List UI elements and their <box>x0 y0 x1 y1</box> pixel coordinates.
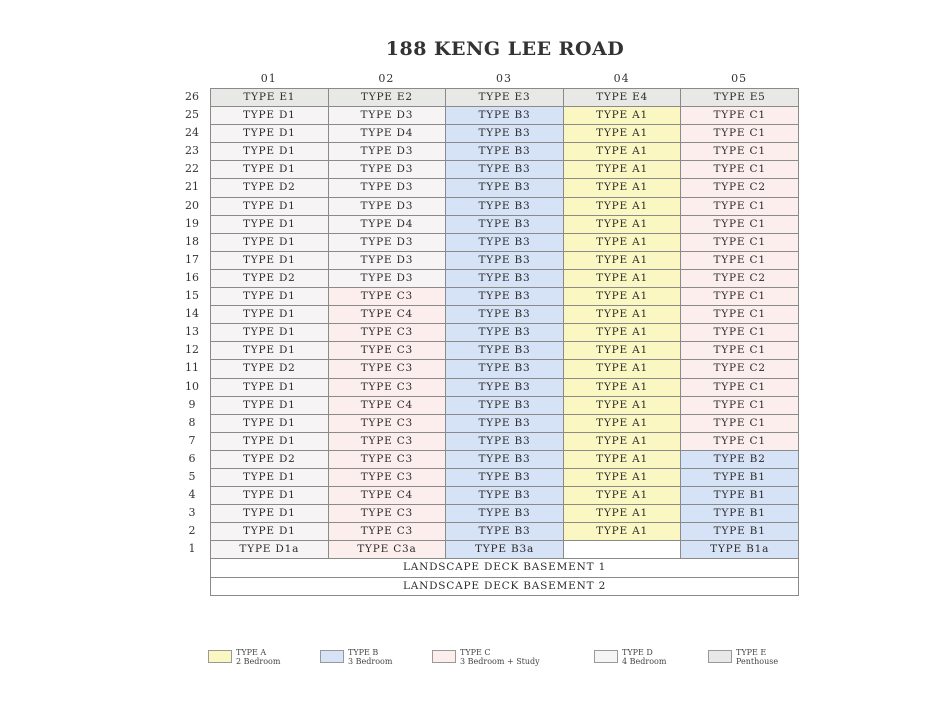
unit-cell: TYPE C1 <box>681 397 799 415</box>
unit-cell: TYPE D3 <box>329 234 447 252</box>
unit-cell: TYPE B3 <box>446 306 564 324</box>
unit-cell: TYPE D1 <box>211 288 329 306</box>
floor-row <box>211 270 799 288</box>
unit-cell: TYPE D1 <box>211 125 329 143</box>
legend-type: TYPE B <box>348 648 379 657</box>
unit-cell: TYPE D3 <box>329 270 447 288</box>
floor-row <box>211 541 799 559</box>
unit-cell: TYPE C3 <box>329 451 447 469</box>
unit-cell: TYPE C1 <box>681 324 799 342</box>
unit-cell: TYPE B3 <box>446 179 564 197</box>
unit-cell: TYPE B3 <box>446 234 564 252</box>
unit-cell: TYPE C1 <box>681 415 799 433</box>
floor-label: 24 <box>185 126 199 140</box>
legend-type: TYPE C <box>460 648 491 657</box>
unit-cell: TYPE B3 <box>446 469 564 487</box>
unit-cell: TYPE C3 <box>329 433 447 451</box>
unit-cell: TYPE A1 <box>564 143 682 161</box>
unit-cell: TYPE A1 <box>564 415 682 433</box>
unit-cell: TYPE B1 <box>681 469 799 487</box>
floor-row <box>211 469 799 487</box>
legend-description: 3 Bedroom <box>348 657 393 666</box>
legend-text <box>622 648 666 666</box>
unit-cell: TYPE D1 <box>211 216 329 234</box>
unit-cell: TYPE A1 <box>564 469 682 487</box>
floor-label: 20 <box>185 198 199 212</box>
floor-row <box>211 107 799 125</box>
unit-cell: TYPE C3 <box>329 288 447 306</box>
legend-description: 4 Bedroom <box>622 657 667 666</box>
unit-cell <box>564 541 682 559</box>
unit-cell: TYPE D1 <box>211 505 329 523</box>
unit-cell: TYPE D2 <box>211 270 329 288</box>
floor-row <box>211 161 799 179</box>
unit-cell: TYPE C1 <box>681 216 799 234</box>
floor-row <box>211 379 799 397</box>
unit-cell: TYPE D3 <box>329 107 447 125</box>
legend-type: TYPE D <box>622 648 653 657</box>
unit-cell: TYPE B2 <box>681 451 799 469</box>
unit-cell: TYPE A1 <box>564 360 682 378</box>
legend-item <box>208 648 280 666</box>
unit-cell: TYPE C4 <box>329 487 447 505</box>
unit-cell: TYPE E3 <box>446 89 564 107</box>
floor-label: 11 <box>185 361 199 375</box>
unit-cell: TYPE D1 <box>211 107 329 125</box>
unit-cell: TYPE D2 <box>211 179 329 197</box>
floor-row <box>211 487 799 505</box>
unit-cell: TYPE B3 <box>446 161 564 179</box>
floor-label: 8 <box>188 415 196 429</box>
floor-label: 21 <box>185 180 199 194</box>
unit-cell: TYPE D1 <box>211 143 329 161</box>
floor-row <box>211 306 799 324</box>
unit-cell: TYPE B3 <box>446 342 564 360</box>
unit-cell: TYPE A1 <box>564 397 682 415</box>
unit-cell: TYPE D1 <box>211 306 329 324</box>
legend-swatch <box>708 650 732 663</box>
legend-text <box>236 648 280 666</box>
unit-cell: TYPE D4 <box>329 216 447 234</box>
floor-label: 9 <box>188 397 196 411</box>
unit-cell: TYPE A1 <box>564 234 682 252</box>
unit-cell: TYPE B3 <box>446 523 564 541</box>
floor-row <box>211 415 799 433</box>
page-title: 188 KENG LEE ROAD <box>385 38 625 60</box>
floor-row <box>211 397 799 415</box>
unit-cell: TYPE A1 <box>564 179 682 197</box>
floor-row <box>211 143 799 161</box>
unit-cell: TYPE B1 <box>681 505 799 523</box>
unit-cell: TYPE B3 <box>446 324 564 342</box>
unit-cell: TYPE A1 <box>564 451 682 469</box>
unit-cell: TYPE A1 <box>564 306 682 324</box>
unit-cell: TYPE C4 <box>329 306 447 324</box>
floor-row <box>211 234 799 252</box>
legend-text <box>736 648 778 666</box>
unit-cell: TYPE B3 <box>446 143 564 161</box>
floor-label: 19 <box>185 216 199 230</box>
unit-cell: TYPE C3 <box>329 379 447 397</box>
floor-row <box>211 360 799 378</box>
floor-label: 13 <box>185 325 199 339</box>
unit-cell: TYPE D3 <box>329 161 447 179</box>
unit-cell: TYPE C1 <box>681 252 799 270</box>
unit-cell: TYPE D2 <box>211 451 329 469</box>
unit-cell: TYPE A1 <box>564 125 682 143</box>
floor-label: 7 <box>188 433 196 447</box>
unit-cell: TYPE D1 <box>211 379 329 397</box>
legend-type: TYPE A <box>236 648 267 657</box>
unit-cell: TYPE B3 <box>446 107 564 125</box>
column-header: 03 <box>495 72 512 85</box>
unit-cell: TYPE D1 <box>211 523 329 541</box>
unit-cell: TYPE D1 <box>211 415 329 433</box>
floor-row <box>211 89 799 107</box>
floor-label: 1 <box>188 542 196 556</box>
unit-cell: TYPE B3 <box>446 125 564 143</box>
unit-cell: TYPE C3 <box>329 324 447 342</box>
unit-cell: TYPE A1 <box>564 505 682 523</box>
legend-swatch <box>208 650 232 663</box>
unit-cell: TYPE C1 <box>681 161 799 179</box>
unit-cell: TYPE B1 <box>681 487 799 505</box>
legend-description: Penthouse <box>736 657 779 666</box>
unit-cell: TYPE B3 <box>446 360 564 378</box>
unit-cell: TYPE A1 <box>564 252 682 270</box>
column-header: 01 <box>260 72 277 85</box>
floor-row <box>211 505 799 523</box>
unit-cell: TYPE A1 <box>564 523 682 541</box>
unit-cell: TYPE D2 <box>211 360 329 378</box>
floor-row <box>211 198 799 216</box>
unit-cell: TYPE B3 <box>446 198 564 216</box>
floor-row <box>211 252 799 270</box>
unit-cell: TYPE C2 <box>681 360 799 378</box>
unit-cell: TYPE C3 <box>329 505 447 523</box>
unit-cell: TYPE B1 <box>681 523 799 541</box>
unit-cell: TYPE C2 <box>681 179 799 197</box>
floor-row <box>211 125 799 143</box>
legend-item <box>594 648 666 666</box>
unit-cell: TYPE C3 <box>329 342 447 360</box>
unit-cell: TYPE A1 <box>564 270 682 288</box>
unit-cell: TYPE B3 <box>446 487 564 505</box>
legend-type: TYPE E <box>736 648 767 657</box>
floor-label: 3 <box>188 506 196 520</box>
unit-cell: TYPE D1 <box>211 252 329 270</box>
unit-cell: TYPE C3 <box>329 523 447 541</box>
floor-label: 25 <box>185 108 199 122</box>
unit-cell: TYPE C2 <box>681 270 799 288</box>
legend-description: 3 Bedroom + Study <box>460 657 540 666</box>
legend-swatch <box>320 650 344 663</box>
unit-cell: TYPE B3 <box>446 216 564 234</box>
unit-cell: TYPE A1 <box>564 487 682 505</box>
unit-cell: TYPE A1 <box>564 198 682 216</box>
floor-label: 10 <box>185 379 199 393</box>
unit-cell: TYPE A1 <box>564 342 682 360</box>
unit-cell: TYPE C3a <box>329 541 447 559</box>
unit-cell: TYPE D1 <box>211 324 329 342</box>
floor-row <box>211 523 799 541</box>
floor-row <box>211 342 799 360</box>
floor-row <box>211 433 799 451</box>
unit-cell: TYPE C1 <box>681 379 799 397</box>
unit-cell: TYPE C1 <box>681 342 799 360</box>
floor-label: 14 <box>185 307 199 321</box>
unit-cell: TYPE C1 <box>681 433 799 451</box>
floor-label: 15 <box>185 289 199 303</box>
legend-swatch <box>432 650 456 663</box>
unit-cell: TYPE B3a <box>446 541 564 559</box>
unit-cell: TYPE A1 <box>564 288 682 306</box>
basement-row: LANDSCAPE DECK BASEMENT 1 <box>211 559 799 577</box>
floor-label: 5 <box>188 469 196 483</box>
unit-cell: TYPE C1 <box>681 234 799 252</box>
floor-labels <box>178 88 206 558</box>
unit-cell: TYPE B3 <box>446 270 564 288</box>
floor-row <box>211 179 799 197</box>
unit-cell: TYPE D3 <box>329 252 447 270</box>
unit-cell: TYPE D3 <box>329 143 447 161</box>
column-header: 04 <box>613 72 630 85</box>
basement-row: LANDSCAPE DECK BASEMENT 2 <box>211 578 799 596</box>
unit-cell: TYPE A1 <box>564 161 682 179</box>
unit-cell: TYPE E2 <box>329 89 447 107</box>
floor-row <box>211 216 799 234</box>
unit-cell: TYPE C3 <box>329 360 447 378</box>
unit-cell: TYPE D4 <box>329 125 447 143</box>
legend-item <box>320 648 392 666</box>
legend-text <box>348 648 392 666</box>
unit-cell: TYPE B3 <box>446 415 564 433</box>
floor-label: 4 <box>188 488 196 502</box>
floor-label: 17 <box>185 252 199 266</box>
unit-cell: TYPE C1 <box>681 107 799 125</box>
floor-label: 18 <box>185 234 199 248</box>
unit-cell: TYPE C3 <box>329 469 447 487</box>
unit-cell: TYPE E4 <box>564 89 682 107</box>
unit-cell: TYPE D1 <box>211 433 329 451</box>
floor-label: 23 <box>185 144 199 158</box>
floor-label: 16 <box>185 270 199 284</box>
unit-cell: TYPE D1 <box>211 198 329 216</box>
unit-cell: TYPE B3 <box>446 433 564 451</box>
floor-label: 26 <box>185 90 199 103</box>
floor-row <box>211 451 799 469</box>
unit-cell: TYPE D1 <box>211 161 329 179</box>
unit-cell: TYPE C3 <box>329 415 447 433</box>
column-header: 05 <box>731 72 748 85</box>
unit-cell: TYPE C1 <box>681 143 799 161</box>
unit-cell: TYPE C1 <box>681 198 799 216</box>
unit-cell: TYPE E1 <box>211 89 329 107</box>
unit-cell: TYPE B3 <box>446 288 564 306</box>
unit-cell: TYPE A1 <box>564 379 682 397</box>
unit-cell: TYPE C1 <box>681 306 799 324</box>
unit-cell: TYPE D1 <box>211 469 329 487</box>
unit-cell: TYPE A1 <box>564 433 682 451</box>
floor-label: 12 <box>185 343 199 357</box>
unit-cell: TYPE B3 <box>446 451 564 469</box>
unit-cell: TYPE D1 <box>211 487 329 505</box>
unit-cell: TYPE B3 <box>446 505 564 523</box>
unit-cell: TYPE D1a <box>211 541 329 559</box>
unit-cell: TYPE D1 <box>211 234 329 252</box>
floor-label: 6 <box>188 451 196 465</box>
unit-cell: TYPE B1a <box>681 541 799 559</box>
unit-grid <box>210 88 799 596</box>
column-header: 02 <box>378 72 395 85</box>
unit-cell: TYPE D3 <box>329 198 447 216</box>
unit-cell: TYPE C1 <box>681 125 799 143</box>
unit-cell: TYPE C1 <box>681 288 799 306</box>
floor-label: 22 <box>185 162 199 176</box>
floor-row <box>211 324 799 342</box>
legend-item <box>708 648 778 666</box>
floor-row <box>211 288 799 306</box>
legend-swatch <box>594 650 618 663</box>
legend <box>208 648 808 672</box>
unit-cell: TYPE B3 <box>446 252 564 270</box>
unit-cell: TYPE A1 <box>564 216 682 234</box>
unit-cell: TYPE B3 <box>446 397 564 415</box>
floor-label: 2 <box>188 524 196 538</box>
unit-cell: TYPE A1 <box>564 324 682 342</box>
column-headers <box>210 72 798 88</box>
unit-cell: TYPE D3 <box>329 179 447 197</box>
unit-cell: TYPE D1 <box>211 342 329 360</box>
unit-cell: TYPE C4 <box>329 397 447 415</box>
legend-text <box>460 648 540 666</box>
legend-item <box>432 648 540 666</box>
legend-description: 2 Bedroom <box>236 657 281 666</box>
unit-cell: TYPE D1 <box>211 397 329 415</box>
unit-cell: TYPE E5 <box>681 89 799 107</box>
unit-cell: TYPE A1 <box>564 107 682 125</box>
unit-cell: TYPE B3 <box>446 379 564 397</box>
